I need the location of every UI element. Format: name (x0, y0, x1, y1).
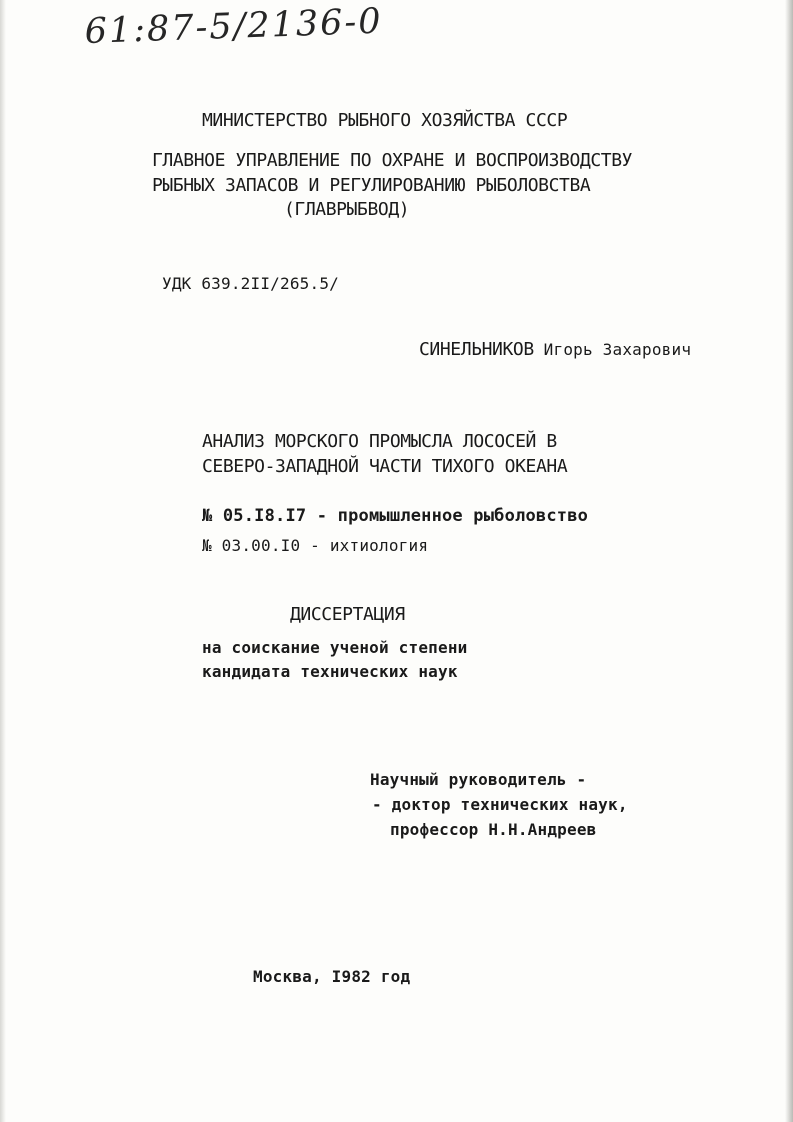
department-abbreviation: (ГЛАВРЫБВОД) (284, 199, 410, 220)
author-given-names: Игорь Захарович (543, 340, 692, 359)
author-surname: СИНЕЛЬНИКОВ (419, 339, 534, 360)
author-name (419, 341, 691, 359)
department-line-1: ГЛАВНОЕ УПРАВЛЕНИЕ ПО ОХРАНЕ И ВОСПРОИЗВОДСТВУ (152, 150, 633, 171)
ministry-name: МИНИСТЕРСТВО РЫБНОГО ХОЗЯЙСТВА СССР (202, 110, 568, 131)
place-and-year: Москва, I982 год (253, 967, 411, 986)
supervisor-line-2: - доктор технических наук, (372, 795, 628, 814)
udk-code: УДК 639.2II/265.5/ (162, 274, 339, 293)
thesis-title-line-1: АНАЛИЗ МОРСКОГО ПРОМЫСЛА ЛОСОСЕЙ В (202, 431, 557, 452)
degree-line-1: на соискание ученой степени (202, 638, 468, 657)
department-line-2: РЫБНЫХ ЗАПАСОВ И РЕГУЛИРОВАНИЮ РЫБОЛОВСТВА (152, 175, 591, 196)
supervisor-line-1: Научный руководитель - (370, 770, 587, 789)
scan-edge-right (785, 0, 793, 1122)
thesis-title-line-2: СЕВЕРО-ЗАПАДНОЙ ЧАСТИ ТИХОГО ОКЕАНА (202, 456, 568, 477)
document-type: ДИССЕРТАЦИЯ (290, 604, 405, 625)
archive-number-handwritten: 61:87-5/2136-0 (84, 1, 384, 52)
degree-line-2: кандидата технических наук (202, 662, 458, 681)
scan-edge-left (0, 0, 6, 1122)
specialty-code-2: № 03.00.I0 - ихтиология (202, 536, 429, 555)
supervisor-line-3: профессор Н.Н.Андреев (390, 820, 597, 839)
specialty-code-1: № 05.I8.I7 - промышленное рыболовство (202, 506, 589, 526)
